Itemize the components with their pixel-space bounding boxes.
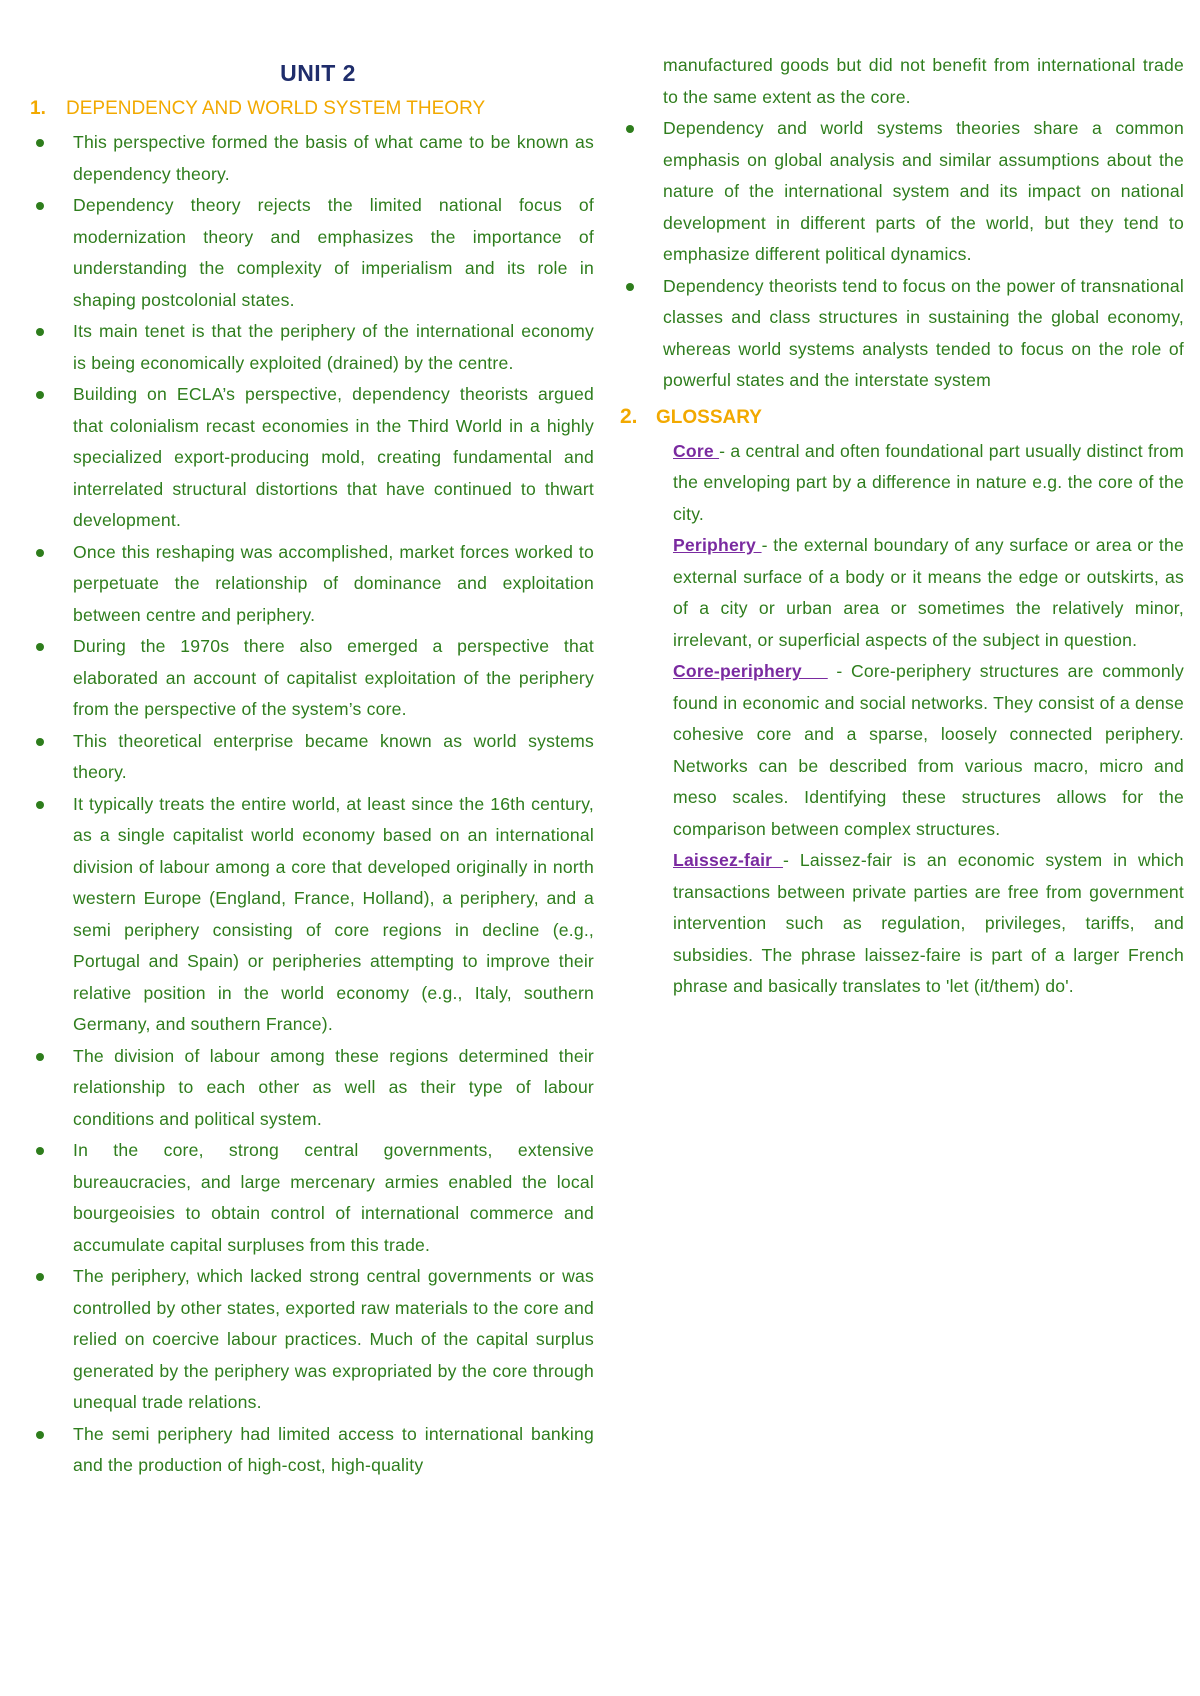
bullet-text: This perspective formed the basis of what came to be known as dependency theory. [73, 132, 594, 184]
right-column [620, 50, 1184, 1003]
left-column [30, 50, 594, 1482]
bullet-text: This theoretical enterprise became known as world systems theory. [73, 730, 594, 782]
continued-paragraph: manufactured goods but did not benefit from international trade to the same extent as the core. [663, 55, 1184, 107]
bullet-item [30, 789, 594, 1041]
glossary-definition: - a central and often foundational part usually distinct from the enveloping part by a difference in nature e.g. the core of the city. [673, 440, 1184, 524]
bullet-icon [36, 1431, 44, 1439]
glossary-entry-laissez-fair [673, 845, 1184, 1003]
bullet-text: Once this reshaping was accomplished, market forces worked to perpetuate the relationship of dominance and exploitation between centre and periphery. [73, 541, 594, 625]
bullet-item [30, 726, 594, 789]
section-number: 1. [30, 98, 46, 119]
bullet-item [30, 1041, 594, 1136]
bullet-icon [36, 801, 44, 809]
glossary-entry-core-periphery [673, 656, 1184, 845]
bullet-icon [36, 139, 44, 147]
bullet-list-continued [620, 113, 1184, 397]
bullet-text: It typically treats the entire world, at least since the 16th century, as a single capitalist world economy based on an international division of labour among a core that developed originally in north western Europe (England, France, Holland), a periphery, and a semi periphery consisting of core regions in decline (e.g., Portugal and Spain) or peripheries attempting to improve their relative position in the world economy (e.g., Italy, southern Germany, and southern France). [73, 793, 594, 1034]
bullet-text: In the core, strong central governments, extensive bureaucracies, and large mercenary armies enabled the local bourgeoisies to obtain control of international commerce and accumulate capital surpluses from this trade. [73, 1140, 594, 1255]
bullet-text: The periphery, which lacked strong central governments or was controlled by other states, exported raw materials to the core and relied on coercive labour practices. Much of the capital surplus generated by the periphery was expropriated by the core through unequal trade relations. [73, 1266, 594, 1412]
glossary-entry-core [673, 436, 1184, 531]
bullet-item [30, 631, 594, 726]
glossary-definition: - Core-periphery structures are commonly found in economic and social networks. They consist of a dense cohesive core and a sparse, loosely connected periphery. Networks can be described from various macro, micro and meso scales. Identifying these structures allows for the comparison between complex structures. [673, 661, 1184, 839]
section-number: 2. [620, 404, 638, 428]
bullet-icon [36, 1147, 44, 1155]
bullet-icon [36, 391, 44, 399]
glossary-term: Core-periphery [673, 661, 828, 681]
bullet-text: Dependency theorists tend to focus on the power of transnational classes and class structures in sustaining the global economy, whereas world systems analysts tended to focus on the role of powerful states and the interstate system [663, 275, 1184, 390]
bullet-item [30, 1419, 594, 1482]
bullet-text: Its main tenet is that the periphery of the international economy is being economically exploited (drained) by the centre. [73, 321, 594, 373]
bullet-item [30, 316, 594, 379]
bullet-text: The division of labour among these regions determined their relationship to each other as well as their type of labour conditions and political system. [73, 1045, 594, 1129]
bullet-icon [36, 1273, 44, 1281]
glossary-term: Periphery [673, 535, 762, 555]
bullet-icon [36, 328, 44, 336]
section-title: DEPENDENCY AND WORLD SYSTEM THEORY [66, 98, 486, 119]
bullet-text: During the 1970s there also emerged a perspective that elaborated an account of capitalist exploitation of the periphery from the perspective of the system’s core. [73, 636, 594, 719]
bullet-icon [36, 1053, 44, 1061]
bullet-item [620, 113, 1184, 271]
bullet-icon [626, 125, 634, 133]
bullet-icon [36, 738, 44, 746]
bullet-item [30, 127, 594, 190]
bullet-text: The semi periphery had limited access to international banking and the production of high-cost, high-quality [73, 1423, 594, 1475]
bullet-icon [36, 202, 44, 210]
glossary-term: Laissez-fair [673, 850, 784, 870]
bullet-list [30, 127, 594, 1482]
bullet-icon [36, 643, 44, 651]
bullet-item [30, 1261, 594, 1419]
glossary-term: Core [673, 440, 720, 461]
bullet-icon [36, 549, 44, 557]
bullet-item [30, 190, 594, 316]
unit-title: UNIT 2 [280, 60, 356, 86]
bullet-text: Dependency theory rejects the limited national focus of modernization theory and emphasizes the importance of understanding the complexity of imperialism and its role in shaping postcolonial states. [73, 195, 594, 310]
section-heading-glossary [620, 403, 1184, 432]
bullet-text: Dependency and world systems theories share a common emphasis on global analysis and similar assumptions about the nature of the international system and its impact on national development in different parts of the world, but they tend to emphasize different political dynamics. [663, 118, 1184, 264]
glossary-list [620, 436, 1184, 1003]
bullet-item [620, 271, 1184, 397]
bullet-item [30, 1135, 594, 1261]
bullet-item [30, 379, 594, 537]
section-heading-dependency [30, 95, 594, 123]
section-title: GLOSSARY [656, 406, 762, 428]
glossary-definition: - the external boundary of any surface or area or the external surface of a body or it means the edge or outskirts, as of a city or urban area or sometimes the relatively minor, irrelevant, or superficial aspects of the subject in question. [673, 535, 1184, 650]
bullet-icon [626, 283, 634, 291]
bullet-text: Building on ECLA’s perspective, dependency theorists argued that colonialism recast economies in the Third World in a highly specialized export-producing mold, creating fundamental and interrelated structural distortions that have continued to thwart development. [73, 384, 594, 530]
glossary-entry-periphery [673, 530, 1184, 656]
bullet-item [30, 537, 594, 632]
glossary-definition: - Laissez-fair is an economic system in which transactions between private parties are free from government intervention such as regulation, privileges, tariffs, and subsidies. The phrase laissez-faire is part of a larger French phrase and basically translates to 'let (it/them) do'. [673, 850, 1185, 996]
